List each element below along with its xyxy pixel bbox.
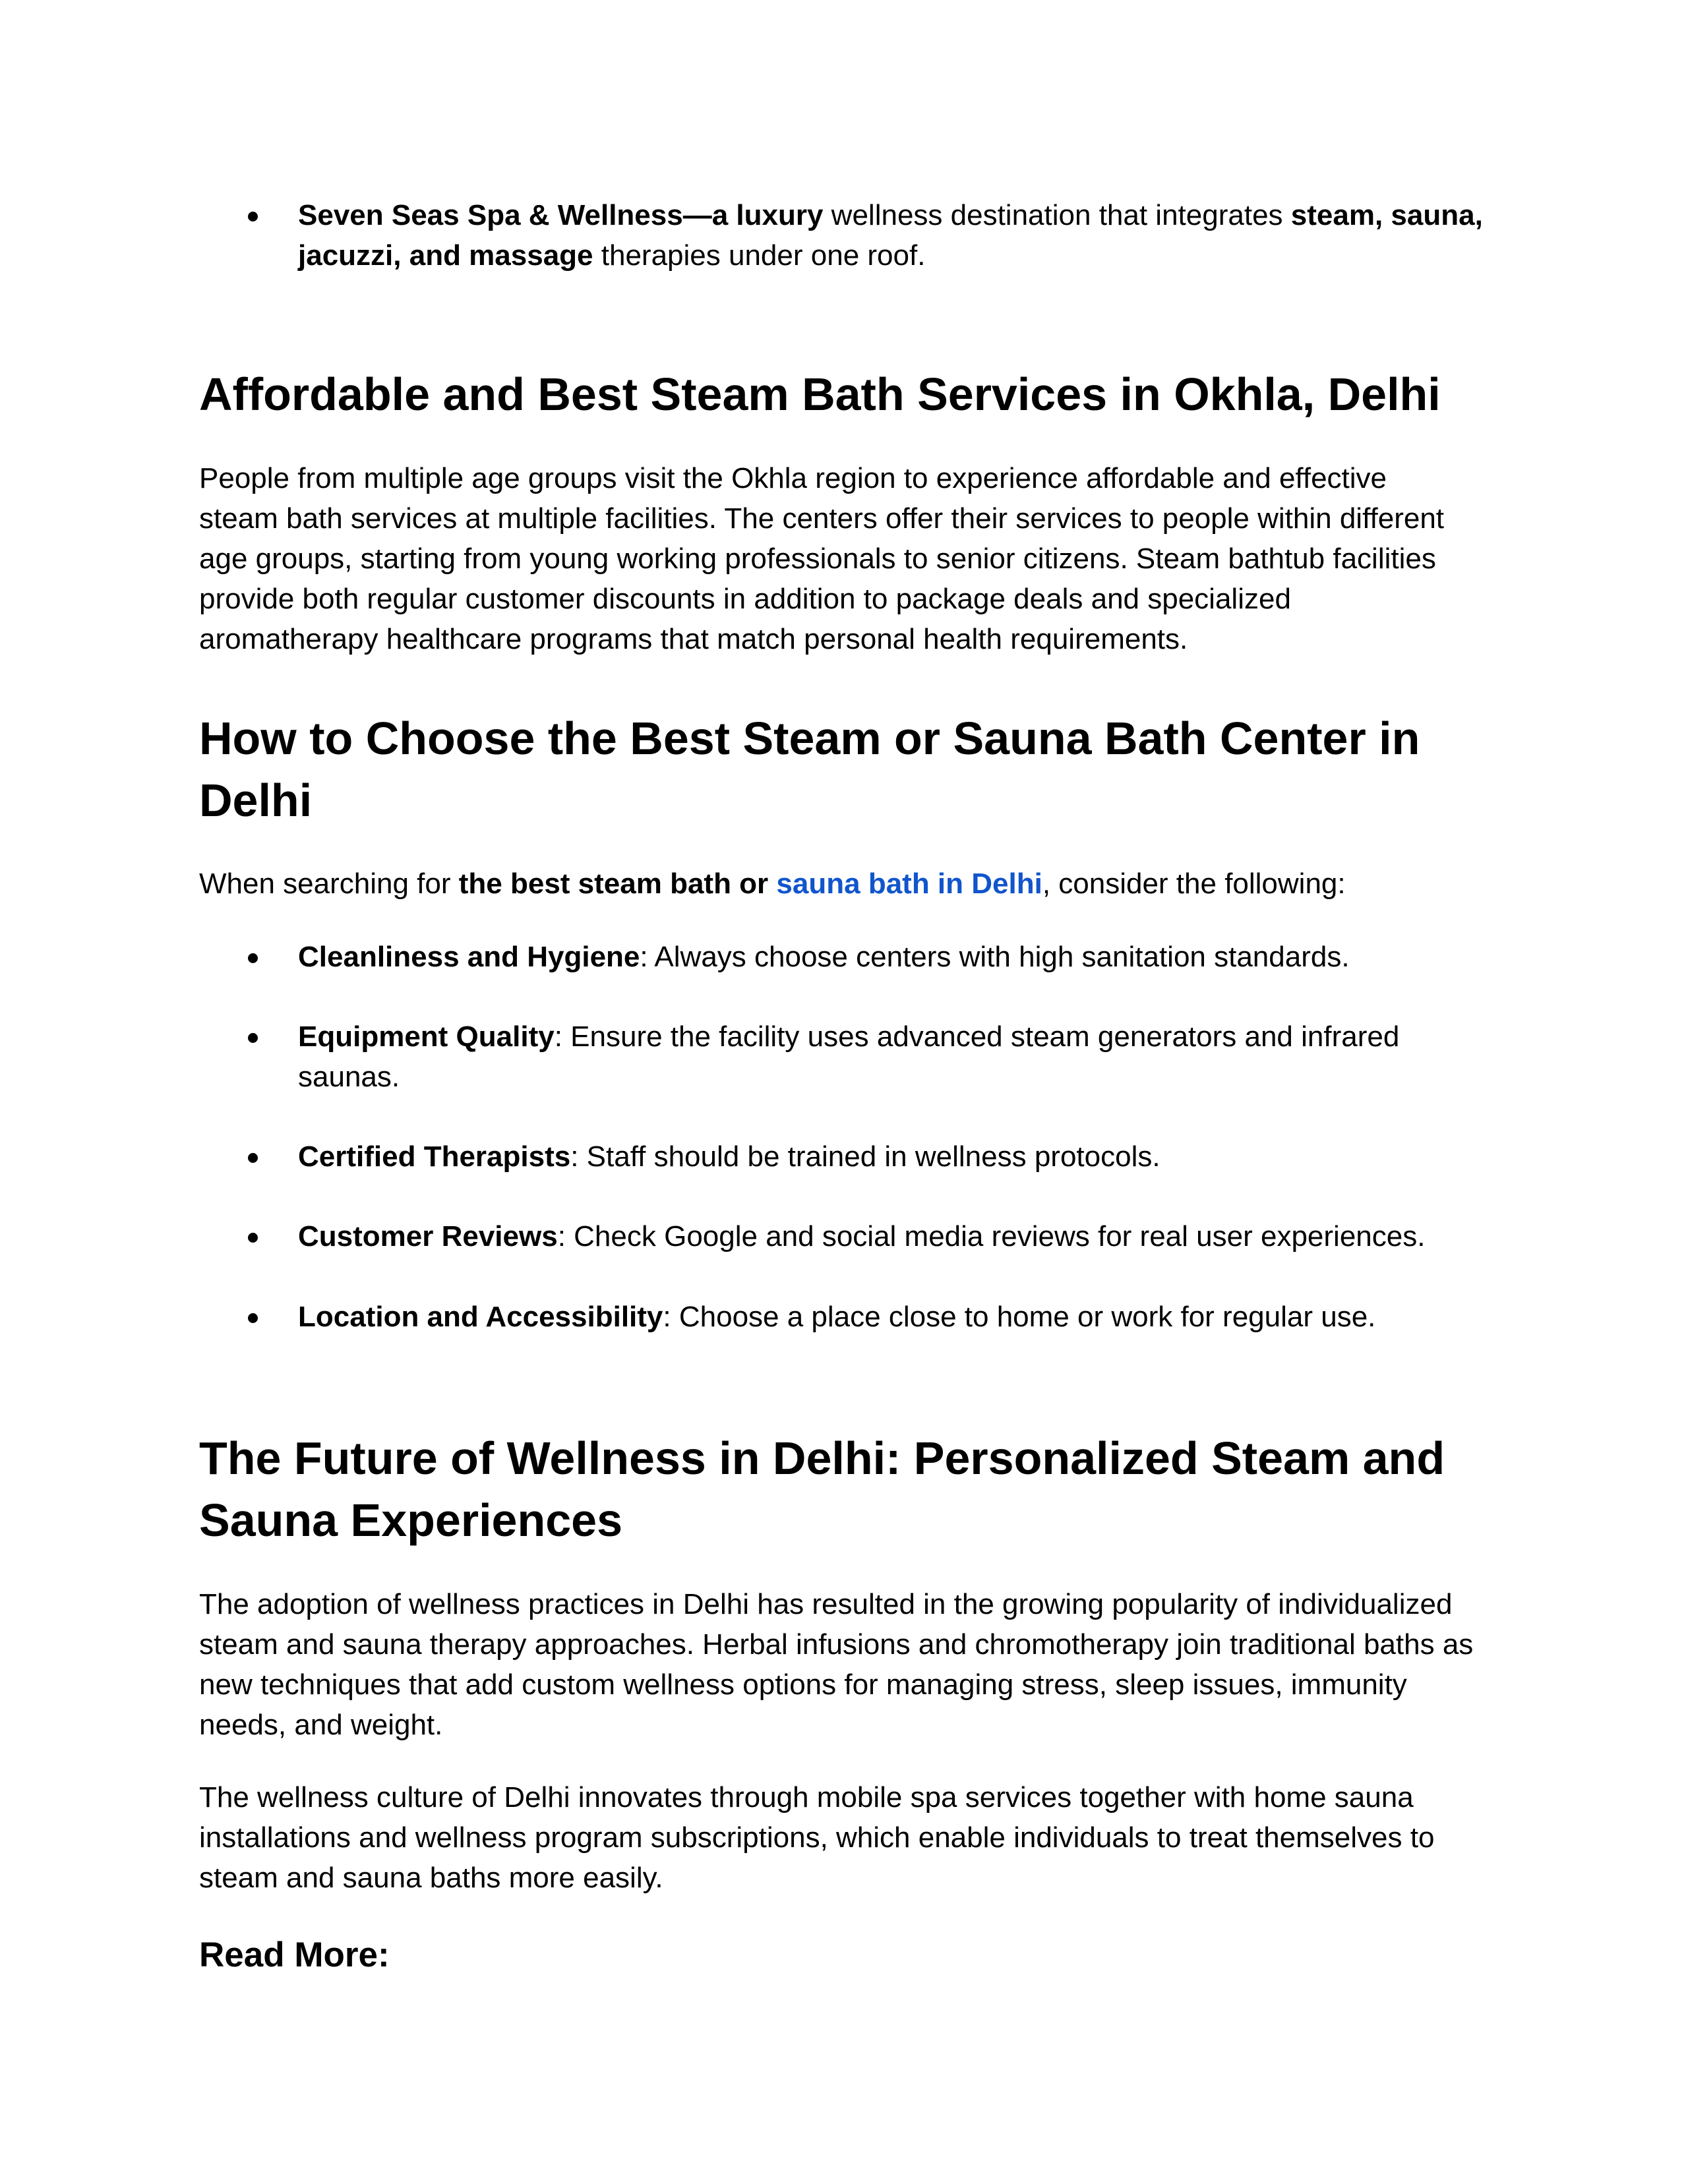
bullet-icon (248, 953, 258, 963)
list-item (199, 1297, 1495, 1337)
paragraph-choose-intro (199, 864, 1495, 904)
criteria-text: : Check Google and social media reviews for real user experiences. (557, 1220, 1426, 1253)
list-item (199, 1017, 1495, 1097)
criteria-title: Certified Therapists (298, 1140, 571, 1173)
intro-text-end: , consider the following: (1042, 868, 1346, 900)
list-item (199, 1216, 1528, 1256)
bullet-icon (248, 1233, 258, 1243)
bullet-icon (248, 212, 258, 221)
criteria-text: : Choose a place close to home or work for regular use. (663, 1301, 1376, 1333)
criteria-text: : Ensure the facility uses advanced steam generators and infrared saunas. (298, 1020, 1400, 1093)
criteria-title: Customer Reviews (298, 1220, 558, 1253)
list-item (199, 937, 1495, 977)
intro-text: When searching for (199, 868, 459, 900)
bullet-icon (248, 1153, 258, 1163)
list-item (199, 1136, 1495, 1177)
intro-bold: the best steam bath or (458, 868, 777, 900)
intro-text: wellness destination that integrates (823, 199, 1291, 231)
bullet-icon (248, 1033, 258, 1043)
criteria-title: Cleanliness and Hygiene (298, 941, 640, 973)
section-heading-affordable: Affordable and Best Steam Bath Services in Okhla, Delhi (199, 369, 1441, 420)
sauna-bath-link[interactable]: sauna bath in Delhi (776, 868, 1042, 900)
criteria-text: : Always choose centers with high sanitation standards. (640, 941, 1350, 973)
paragraph-future-2: The wellness culture of Delhi innovates through mobile spa services together with home sauna installations and wellness program subscriptions, which enable individuals to treat themselves to steam and sauna baths more easily. (199, 1781, 1435, 1894)
paragraph-affordable: People from multiple age groups visit the Okhla region to experience affordable and effective steam bath services at multiple facilities. The centers offer their services to people within different age groups, starting from young working professionals to senior citizens. Steam bathtub facilities provide both regular customer discounts in addition to package deals and specialized aromatherapy healthcare programs that match personal health requirements. (199, 462, 1445, 655)
paragraph-future-1: The adoption of wellness practices in Delhi has resulted in the growing popularity of individualized steam and sauna therapy approaches. Herbal infusions and chromotherapy join traditional baths as new techniques that add custom wellness options for managing stress, sleep issues, immunity needs, and weight. (199, 1588, 1474, 1741)
section-heading-choose: How to Choose the Best Steam or Sauna Bath Center in Delhi (199, 713, 1420, 826)
intro-text-end: therapies under one roof. (593, 239, 926, 272)
bullet-icon (248, 1313, 258, 1323)
read-more-heading: Read More: (199, 1935, 390, 1974)
section-heading-future: The Future of Wellness in Delhi: Personalized Steam and Sauna Experiences (199, 1432, 1445, 1546)
criteria-text: : Staff should be trained in wellness protocols. (570, 1140, 1160, 1173)
intro-bullet-list (199, 195, 1495, 276)
spa-name: Seven Seas Spa & Wellness—a luxury (298, 199, 824, 231)
criteria-title: Location and Accessibility (298, 1301, 663, 1333)
list-item (199, 195, 1495, 276)
criteria-title: Equipment Quality (298, 1020, 555, 1053)
services-text: steam, sauna, jacuzzi, and massage (298, 199, 1483, 272)
